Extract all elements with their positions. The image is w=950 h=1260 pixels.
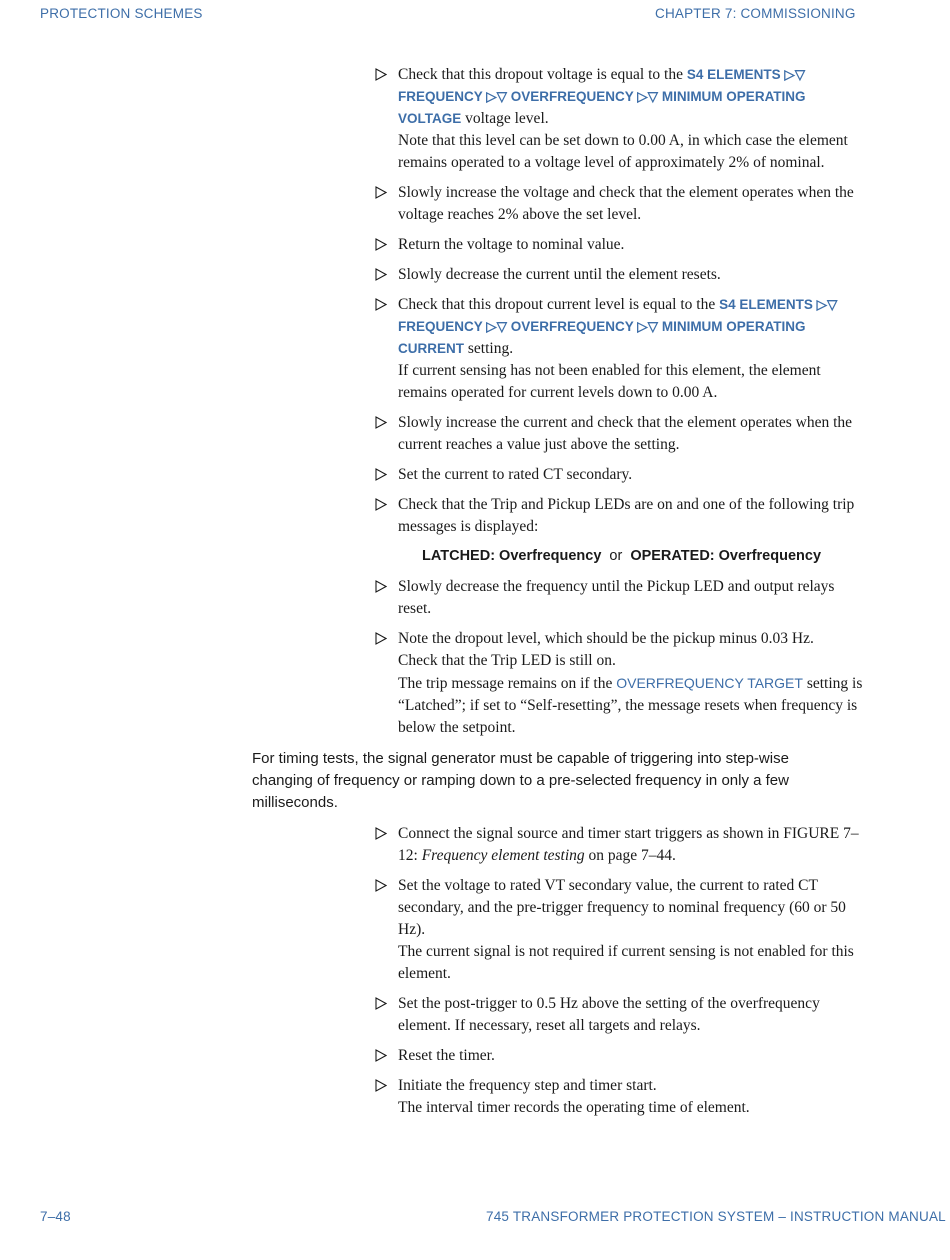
- triangle-bullet-icon: [375, 632, 387, 645]
- triangle-bullet-icon: [375, 238, 387, 251]
- header-section-title: PROTECTION SCHEMES: [40, 6, 203, 21]
- step-text: Set the current to rated CT secondary.: [398, 466, 633, 483]
- step-increase-voltage: [375, 182, 865, 226]
- step-text: Slowly increase the voltage and check that the element operates when the voltage reaches 2% above the set level.: [398, 184, 854, 223]
- triangle-bullet-icon: [375, 997, 387, 1010]
- step-set-voltage: [375, 875, 865, 985]
- triangle-bullet-icon: [375, 268, 387, 281]
- triangle-bullet-icon: [375, 298, 387, 311]
- timing-tests-paragraph: For timing tests, the signal generator must be capable of triggering into step-wise changing of frequency or ramping down to a pre-selected frequency in only a few milliseconds.: [252, 750, 789, 811]
- step-text: Set the voltage to rated VT secondary value, the current to rated CT secondary, and the pre-trigger frequency to nominal frequency (60 or 50 Hz).: [398, 877, 846, 938]
- triangle-bullet-icon: [375, 1049, 387, 1062]
- step-increase-current: [375, 412, 865, 456]
- step-text: Initiate the frequency step and timer start.: [398, 1077, 657, 1094]
- step-text: Check that this dropout current level is equal to the S4 ELEMENTS ▷▽ FREQUENCY ▷▽ OVERFREQUENCY ▷▽ MINIMUM OPERATING CURRENT setting.: [398, 296, 838, 357]
- step-note-dropout-level: [375, 628, 865, 739]
- step-set-current: [375, 464, 865, 486]
- triangle-bullet-icon: [375, 827, 387, 840]
- triangle-bullet-icon: [375, 580, 387, 593]
- step-text: Slowly increase the current and check that the element operates when the current reaches a value just above the setting.: [398, 414, 853, 453]
- step-note: The interval timer records the operating time of element.: [398, 1099, 750, 1116]
- step-text: Reset the timer.: [398, 1047, 495, 1064]
- or-word: or: [609, 548, 623, 564]
- step-connect-signal-source: [375, 823, 865, 867]
- step-text: Check that the Trip and Pickup LEDs are on and one of the following trip messages is displayed:: [398, 496, 855, 535]
- step-text: Slowly decrease the current until the element resets.: [398, 266, 721, 283]
- triangle-bullet-icon: [375, 416, 387, 429]
- step-check-dropout-current: [375, 294, 865, 404]
- step-text: Slowly decrease the frequency until the Pickup LED and output relays reset.: [398, 578, 835, 617]
- step-set-post-trigger: [375, 993, 865, 1037]
- step-initiate-frequency-step: [375, 1075, 865, 1119]
- step-note: If current sensing has not been enabled for this element, the element remains operated for current levels down to 0.00 A.: [398, 362, 821, 401]
- triangle-bullet-icon: [375, 1079, 387, 1092]
- step-note: The current signal is not required if current sensing is not enabled for this element.: [398, 943, 854, 982]
- step-check-dropout-voltage: [375, 64, 865, 174]
- figure-reference: Frequency element testing: [421, 847, 585, 864]
- triangle-bullet-icon: [375, 879, 387, 892]
- step-text: Note the dropout level, which should be the pickup minus 0.03 Hz.: [398, 630, 814, 647]
- manual-title: 745 TRANSFORMER PROTECTION SYSTEM – INSTRUCTION MANUAL: [486, 1209, 946, 1224]
- step-decrease-current: [375, 264, 865, 286]
- step-text: Check that this dropout voltage is equal to the S4 ELEMENTS ▷▽ FREQUENCY ▷▽ OVERFREQUENCY ▷▽ MINIMUM OPERATING VOLTAGE voltage level.: [398, 66, 806, 127]
- procedure-list-1: [375, 64, 865, 747]
- header-chapter-title: CHAPTER 7: COMMISSIONING: [655, 6, 856, 21]
- step-text: Return the voltage to nominal value.: [398, 236, 625, 253]
- procedure-list-2: [375, 823, 865, 1127]
- triangle-bullet-icon: [375, 68, 387, 81]
- triangle-bullet-icon: [375, 498, 387, 511]
- step-note: The trip message remains on if the OVERFREQUENCY TARGET setting is “Latched”; if set to “Self-resetting”, the message resets when frequency is below the setpoint.: [398, 675, 863, 736]
- trip-messages: [422, 546, 865, 566]
- step-text: Set the post-trigger to 0.5 Hz above the setting of the overfrequency element. If necessary, reset all targets and relays.: [398, 995, 820, 1034]
- step-text-2: Check that the Trip LED is still on.: [398, 652, 616, 669]
- triangle-bullet-icon: [375, 468, 387, 481]
- step-reset-timer: [375, 1045, 865, 1067]
- step-return-voltage: [375, 234, 865, 256]
- setting-name: OVERFREQUENCY TARGET: [616, 675, 803, 691]
- step-text: Connect the signal source and timer start triggers as shown in FIGURE 7–12: Frequency element testing on page 7–44.: [398, 825, 859, 864]
- triangle-bullet-icon: [375, 186, 387, 199]
- page-number: 7–48: [40, 1209, 71, 1224]
- trip-message-latched: LATCHED: Overfrequency: [422, 548, 602, 564]
- setting-path: S4 ELEMENTS ▷▽ FREQUENCY ▷▽ OVERFREQUENCY ▷▽ MINIMUM OPERATING VOLTAGE: [398, 67, 806, 126]
- trip-message-operated: OPERATED: Overfrequency: [630, 548, 822, 564]
- step-decrease-frequency: [375, 576, 865, 620]
- step-note: Note that this level can be set down to 0.00 A, in which case the element remains operated to a voltage level of approximately 2% of nominal.: [398, 132, 848, 171]
- setting-path: S4 ELEMENTS ▷▽ FREQUENCY ▷▽ OVERFREQUENCY ▷▽ MINIMUM OPERATING CURRENT: [398, 297, 838, 356]
- step-check-leds: [375, 494, 865, 538]
